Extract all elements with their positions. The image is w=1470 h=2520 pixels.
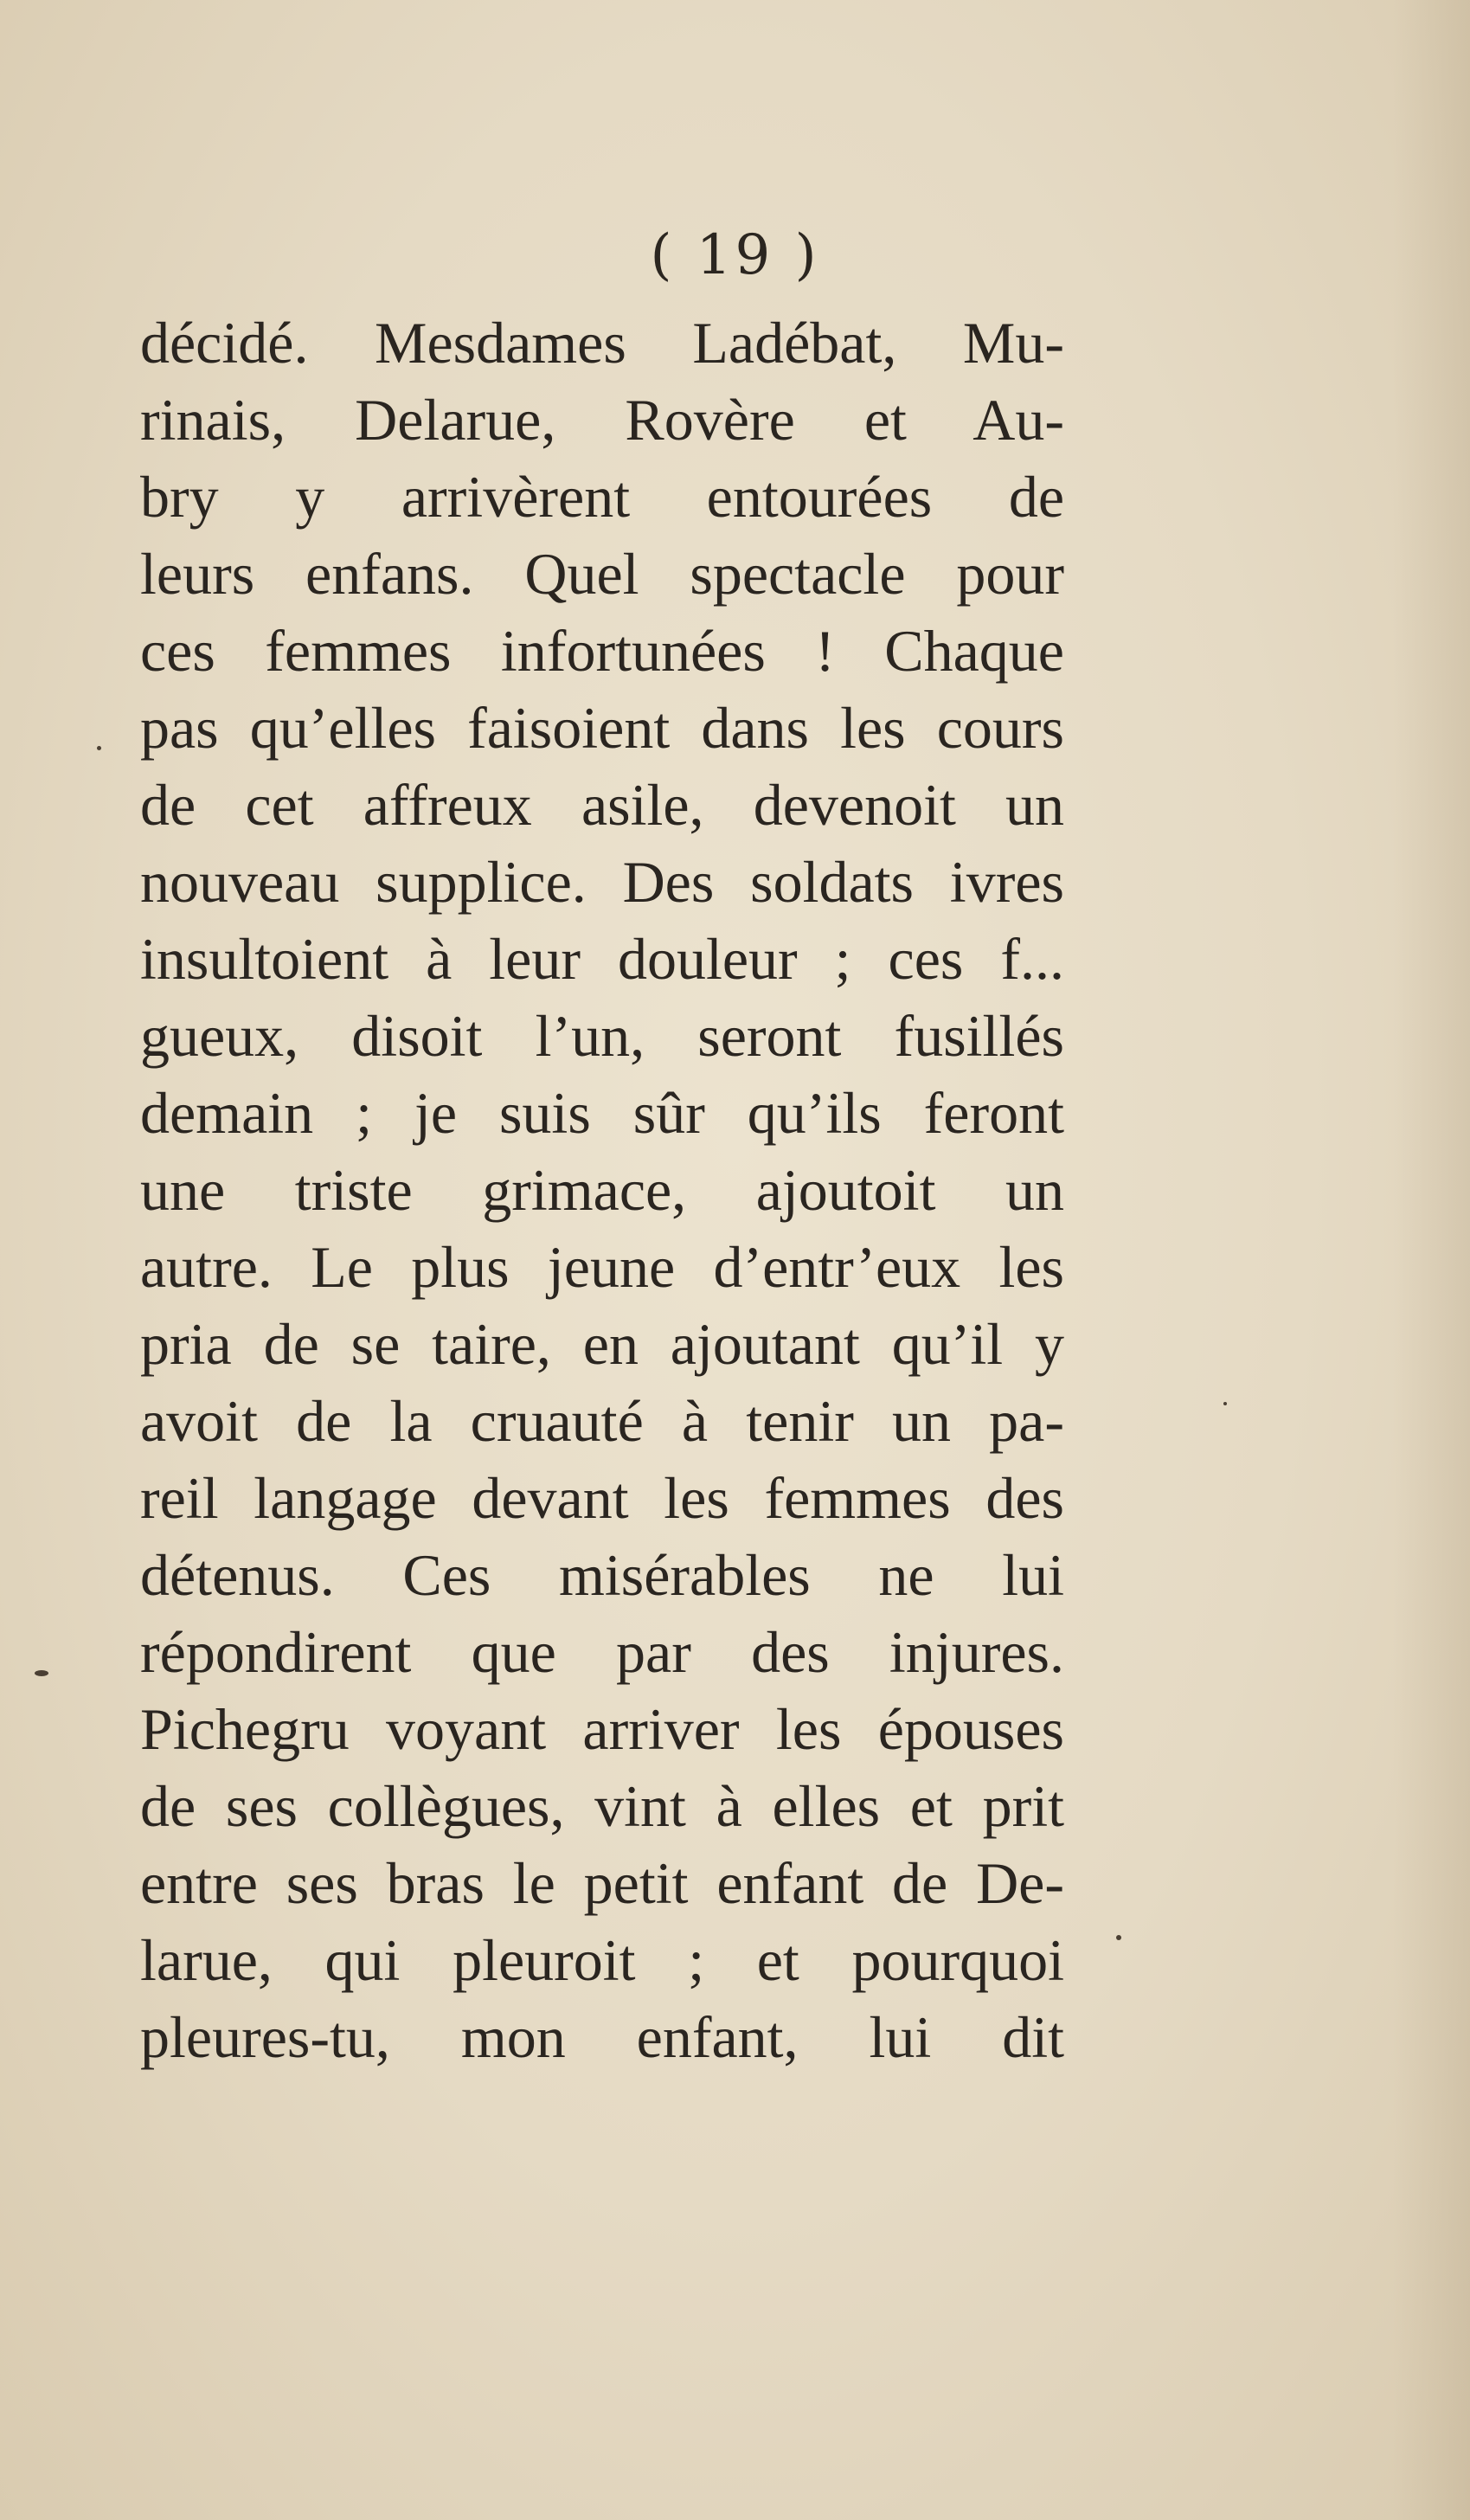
body-text [140,305,1064,2076]
text-line: demain ; je suis sûr qu’ils feront [140,1080,1064,1146]
text-line: de ses collègues, vint à elles et prit [140,1773,1064,1839]
text-line: pleures-tu, mon enfant, lui dit [140,2004,1064,2070]
text-line: décidé. Mesdames Ladébat, Mu- [140,310,1064,376]
text-line: avoit de la cruauté à tenir un pa- [140,1388,1064,1454]
paper-speck [1116,1935,1121,1940]
text-line: entre ses bras le petit enfant de De- [140,1850,1064,1916]
paper-speck [1223,1402,1227,1405]
text-line: pria de se taire, en ajoutant qu’il y [140,1311,1064,1377]
text-line: répondirent que par des injures. [140,1619,1064,1685]
text-line: larue, qui pleuroit ; et pourquoi [140,1927,1064,1993]
text-line: gueux, disoit l’un, seront fusillés [140,1003,1064,1069]
text-line: autre. Le plus jeune d’entr’eux les [140,1234,1064,1300]
text-line: reil langage devant les femmes des [140,1465,1064,1531]
text-line: rinais, Delarue, Rovère et Au- [140,387,1064,453]
text-line: une triste grimace, ajoutoit un [140,1157,1064,1223]
text-line: leurs enfans. Quel spectacle pour [140,541,1064,607]
page-number: ( 19 ) [650,223,820,287]
text-line: détenus. Ces misérables ne lui [140,1542,1064,1608]
text-line: pas qu’elles faisoient dans les cours [140,695,1064,761]
paper-speck [97,746,101,750]
paper-speck [35,1670,48,1676]
text-line: Pichegru voyant arriver les épouses [140,1696,1064,1762]
page-edge-shadow [1392,0,1470,2520]
text-line: ces femmes infortunées ! Chaque [140,618,1064,684]
text-line: nouveau supplice. Des soldats ivres [140,849,1064,915]
text-line: de cet affreux asile, devenoit un [140,772,1064,838]
text-line: bry y arrivèrent entourées de [140,464,1064,530]
text-line: insultoient à leur douleur ; ces f... [140,926,1064,992]
